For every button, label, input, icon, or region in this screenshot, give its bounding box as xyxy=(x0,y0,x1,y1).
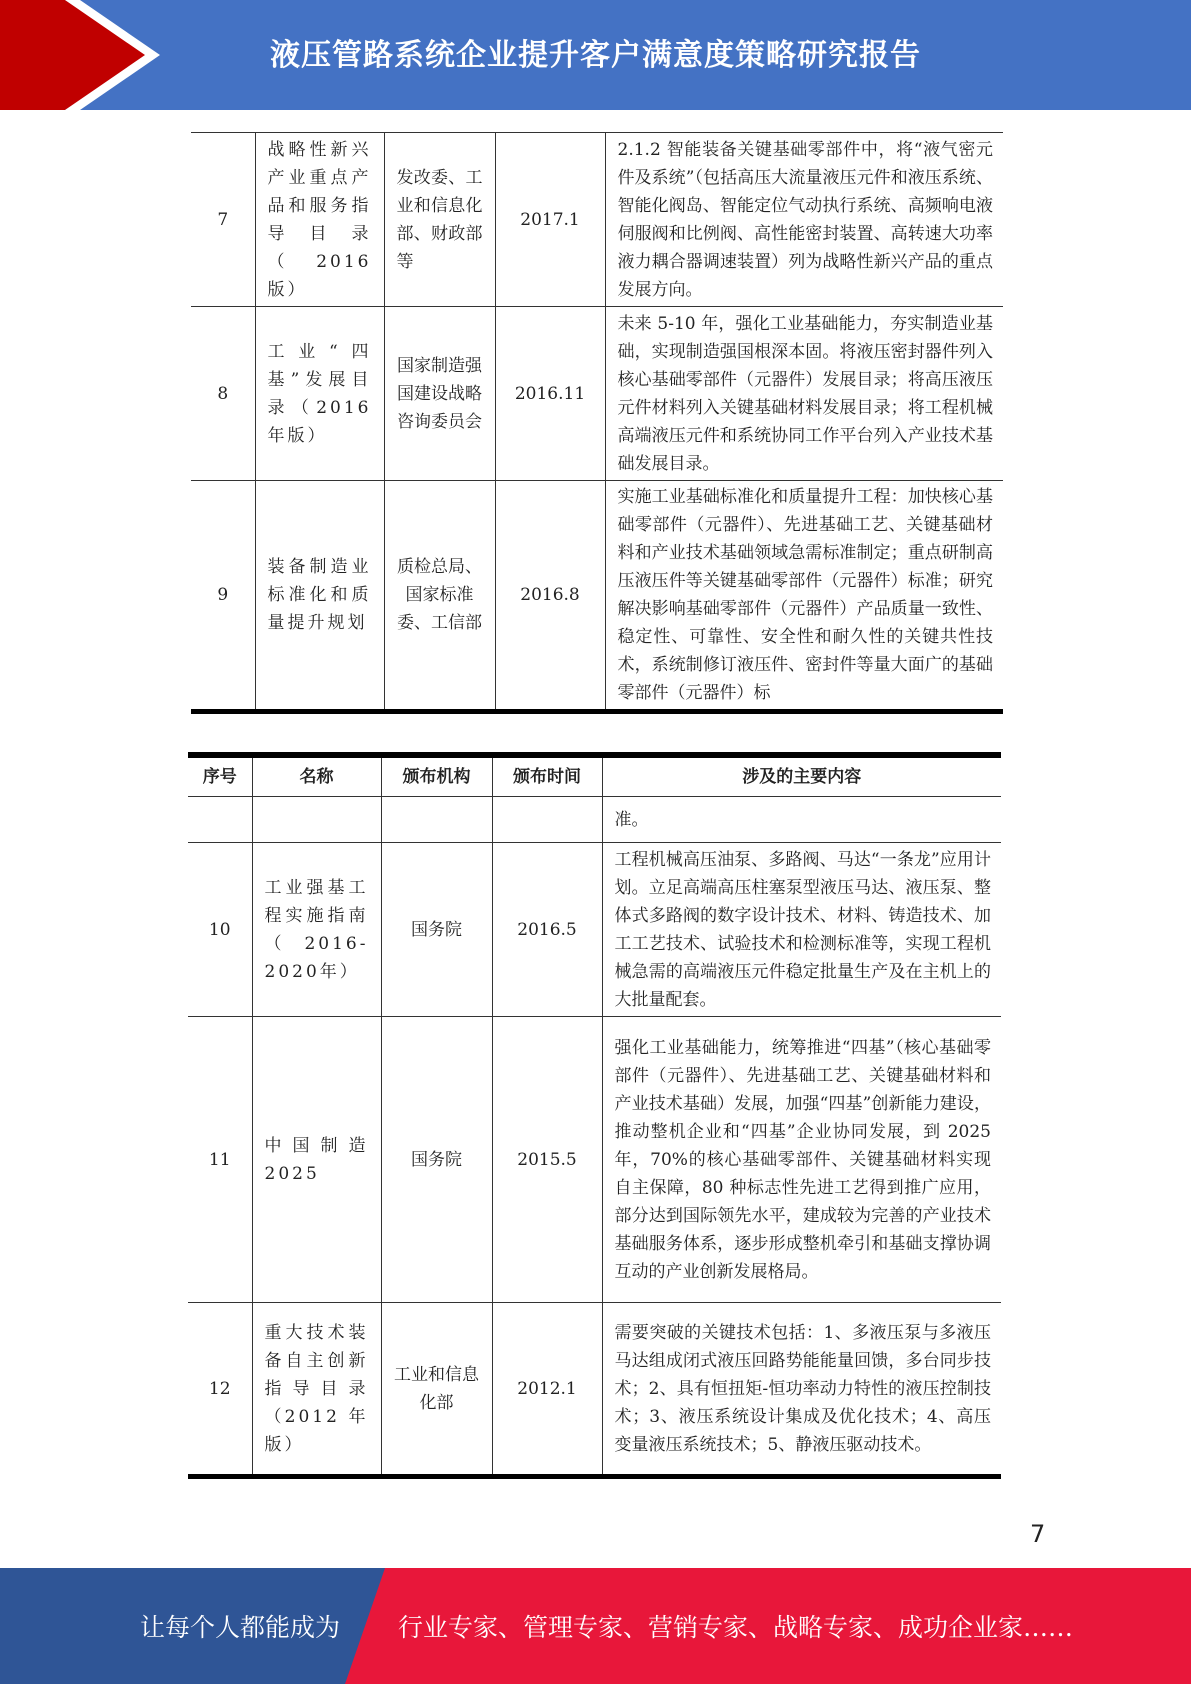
empty-cell xyxy=(381,797,492,843)
row-issuer: 国家制造强国建设战略咨询委员会 xyxy=(384,307,495,481)
row-date: 2016.8 xyxy=(495,481,605,712)
row-name: 装备制造业标准化和质量提升规划 xyxy=(255,481,384,712)
col-header-issuer: 颁布机构 xyxy=(381,755,492,797)
table-row xyxy=(188,1303,1001,1477)
row-content: 准。 xyxy=(602,797,1001,843)
footer-slogan-right: 行业专家、管理专家、营销专家、战略专家、成功企业家…… xyxy=(398,1613,1074,1642)
row-no: 11 xyxy=(188,1017,252,1303)
row-issuer: 国务院 xyxy=(381,843,492,1017)
row-no: 7 xyxy=(191,133,255,307)
header-red-arrow xyxy=(0,0,150,110)
empty-cell xyxy=(492,797,602,843)
row-name: 工业“四基”发展目录（2016 年版） xyxy=(255,307,384,481)
row-name: 重大技术装备自主创新指导目录（2012 年版） xyxy=(252,1303,381,1477)
col-header-content: 涉及的主要内容 xyxy=(602,755,1001,797)
table-row xyxy=(191,481,1003,712)
row-content: 工程机械高压油泵、多路阀、马达“一条龙”应用计划。立足高端高压柱塞泵型液压马达、液压泵、整体式多路阀的数字设计技术、材料、铸造技术、加工工艺技术、试验技术和检测标准等，实现工程机械急需的高端液压元件稳定批量生产及在主机上的大批量配套。 xyxy=(602,843,1001,1017)
row-content: 实施工业基础标准化和质量提升工程：加快核心基础零部件（元器件）、先进基础工艺、关键基础材料和产业技术基础领域急需标准制定；重点研制高压液压件等关键基础零部件（元器件）标准；研究解决影响基础零部件（元器件）产品质量一致性、稳定性、可靠性、安全性和耐久性的关键共性技术，系统制修订液压件、密封件等量大面广的基础零部件（元器件）标 xyxy=(605,481,1003,712)
page-number: 7 xyxy=(1030,1520,1046,1548)
table-row-continuation xyxy=(188,797,1001,843)
row-content: 未来 5-10 年，强化工业基础能力，夯实制造业基础，实现制造强国根深本固。将液压密封器件列入核心基础零部件（元器件）发展目录；将高压液压元件材料列入关键基础材料发展目录；将工程机械高端液压元件和系统协同工作平台列入产业技术基础发展目录。 xyxy=(605,307,1003,481)
row-name: 中国制造2025 xyxy=(252,1017,381,1303)
page-footer xyxy=(0,1568,1191,1684)
row-content: 强化工业基础能力，统筹推进“四基”（核心基础零部件（元器件）、先进基础工艺、关键基础材料和产业技术基础）发展，加强“四基”创新能力建设，推动整机企业和“四基”企业协同发展，到 2025 年，70%的核心基础零部件、关键基础材料实现自主保障，80 种标志性先进工艺得到推广应用，部分达到国际领先水平，建成较为完善的产业技术基础服务体系，逐步形成整机牵引和基础支撑协调互动的产业创新发展格局。 xyxy=(602,1017,1001,1303)
table-row xyxy=(191,307,1003,481)
row-name: 战略性新兴产业重点产品和服务指导目录（2016版） xyxy=(255,133,384,307)
row-no: 10 xyxy=(188,843,252,1017)
row-no: 8 xyxy=(191,307,255,481)
row-date: 2015.5 xyxy=(492,1017,602,1303)
row-date: 2016.11 xyxy=(495,307,605,481)
row-content: 需要突破的关键技术包括：1、多液压泵与多液压马达组成闭式液压回路势能能量回馈，多台同步技术；2、具有恒扭矩-恒功率动力特性的液压控制技术；3、液压系统设计集成及优化技术；4、高压变量液压系统技术；5、静液压驱动技术。 xyxy=(602,1303,1001,1477)
row-date: 2017.1 xyxy=(495,133,605,307)
table-row xyxy=(188,1017,1001,1303)
col-header-no: 序号 xyxy=(188,755,252,797)
col-header-date: 颁布时间 xyxy=(492,755,602,797)
row-date: 2016.5 xyxy=(492,843,602,1017)
policy-table-part1 xyxy=(191,132,1003,714)
empty-cell xyxy=(188,797,252,843)
row-issuer: 质检总局、国家标准委、工信部 xyxy=(384,481,495,712)
row-no: 12 xyxy=(188,1303,252,1477)
row-name: 工业强基工程实施指南（2016-2020年） xyxy=(252,843,381,1017)
table-row xyxy=(191,133,1003,307)
row-issuer: 工业和信息化部 xyxy=(381,1303,492,1477)
row-date: 2012.1 xyxy=(492,1303,602,1477)
table-header-row xyxy=(188,755,1001,797)
table-row xyxy=(188,843,1001,1017)
col-header-name: 名称 xyxy=(252,755,381,797)
policy-table-part2 xyxy=(188,752,1001,1479)
row-issuer: 发改委、工业和信息化部、财政部等 xyxy=(384,133,495,307)
row-issuer: 国务院 xyxy=(381,1017,492,1303)
row-no: 9 xyxy=(191,481,255,712)
page-header xyxy=(0,0,1191,110)
empty-cell xyxy=(252,797,381,843)
report-title: 液压管路系统企业提升客户满意度策略研究报告 xyxy=(270,38,921,73)
row-content: 2.1.2 智能装备关键基础零部件中，将“液气密元件及系统”（包括高压大流量液压元件和液压系统、智能化阀岛、智能定位气动执行系统、高频响电液伺服阀和比例阀、高性能密封装置、高转速大功率液力耦合器调速装置）列为战略性新兴产品的重点发展方向。 xyxy=(605,133,1003,307)
footer-slogan-left: 让每个人都能成为 xyxy=(140,1613,341,1642)
